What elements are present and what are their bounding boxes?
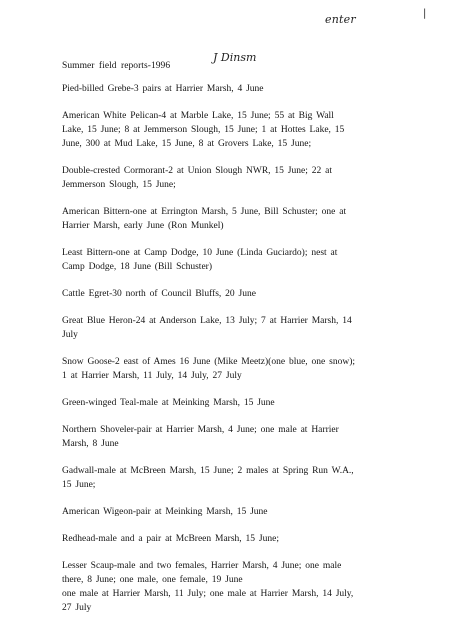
report-entry-green-winged-teal: Green-winged Teal-male at Meinking Marsh, 15 June xyxy=(62,398,275,408)
report-entry-american-bittern: American Bittern-one at Errington Marsh, 5 June, Bill Schuster; one at Harrier Marsh, early June (Ron Munkel) xyxy=(62,207,347,231)
document-title: Summer field reports-1996 xyxy=(62,61,171,71)
report-entry-great-blue-heron: Great Blue Heron-24 at Anderson Lake, 13 July; 7 at Harrier Marsh, 14 July xyxy=(62,316,352,340)
report-entry-cattle-egret: Cattle Egret-30 north of Council Bluffs, 20 June xyxy=(62,289,256,299)
handwritten-initials: J Dinsm xyxy=(213,51,257,64)
report-entry-northern-shoveler: Northern Shoveler-pair at Harrier Marsh, 4 June; one male at Harrier Marsh, 8 June xyxy=(62,425,339,449)
handwritten-corner-mark: | xyxy=(423,8,427,19)
report-entry-gadwall: Gadwall-male at McBreen Marsh, 15 June; 2 males at Spring Run W.A., 15 June; xyxy=(62,466,354,490)
report-entry-american-white-pelican: American White Pelican-4 at Marble Lake, 15 June; 55 at Big Wall Lake, 15 June; 8 at Jemmerson Slough, 15 June; 1 at Hottes Lake, 15 June, 300 at Mud Lake, 15 June, 8 at Grovers Lake, 15 June; xyxy=(62,111,345,149)
report-entry-double-crested-cormorant: Double-crested Cormorant-2 at Union Slough NWR, 15 June; 22 at Jemmerson Slough, 15 June; xyxy=(62,166,332,190)
report-entry-redhead: Redhead-male and a pair at McBreen Marsh, 15 June; xyxy=(62,534,279,544)
species-report-list xyxy=(62,82,386,628)
report-entry-lesser-scaup: Lesser Scaup-male and two females, Harrier Marsh, 4 June; one male there, 8 June; one male, one female, 19 June one male at Harrier Marsh, 11 July; one male at Harrier Marsh, 14 July, 27 July xyxy=(62,561,354,613)
handwritten-note-enter: enter xyxy=(325,13,356,26)
report-entry-least-bittern: Least Bittern-one at Camp Dodge, 10 June (Linda Guciardo); nest at Camp Dodge, 18 June (Bill Schuster) xyxy=(62,248,338,272)
report-entry-pied-billed-grebe: Pied-billed Grebe-3 pairs at Harrier Marsh, 4 June xyxy=(62,84,264,94)
report-entry-snow-goose: Snow Goose-2 east of Ames 16 June (Mike Meetz)(one blue, one snow); 1 at Harrier Marsh, 11 July, 14 July, 27 July xyxy=(62,357,355,381)
report-entry-american-wigeon: American Wigeon-pair at Meinking Marsh, 15 June xyxy=(62,507,268,517)
